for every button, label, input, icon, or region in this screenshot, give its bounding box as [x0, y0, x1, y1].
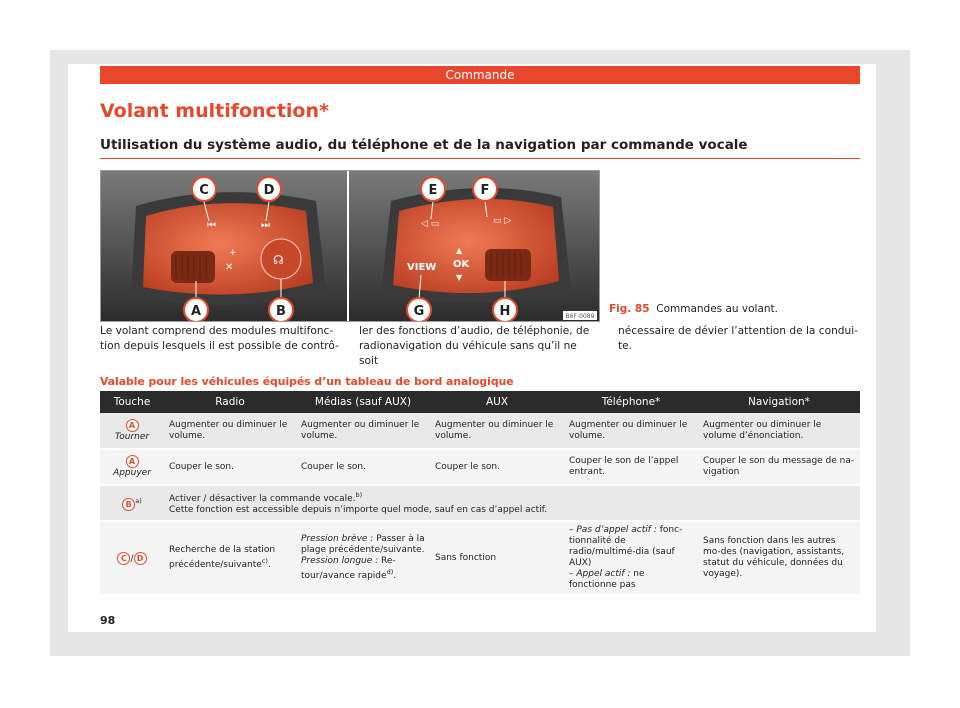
col-header-aux: AUX — [430, 391, 564, 413]
col-header-telephone: Téléphone* — [564, 391, 698, 413]
table-row-a-tourner — [100, 413, 860, 449]
voice-command-line1: Activer / désactiver la commande vocale. — [169, 494, 356, 504]
cell-media: Augmenter ou diminuer le volume. — [296, 413, 430, 449]
key-badge-d: D — [134, 552, 147, 565]
view-button-label: VIEW — [407, 262, 437, 273]
phone-no-call-label: Pas d’appel actif : — [576, 525, 657, 535]
cell-nav: Couper le son du message de na-vigation — [698, 449, 860, 485]
figure-caption-label: Fig. 85 — [609, 303, 650, 315]
cell-radio: Couper le son. — [164, 449, 296, 485]
cell-aux: Sans fonction — [430, 521, 564, 595]
ok-button-label: OK — [453, 259, 470, 270]
section-subtitle: Utilisation du système audio, du téléphone et de la navigation par commande vocale — [100, 137, 748, 153]
phone-no-call-text: fonc-tionnalité de radio/multimé-dia (sauf AUX) — [569, 525, 683, 568]
steering-controls-illustration — [101, 171, 599, 321]
cell-phone: Augmenter ou diminuer le volume. — [564, 413, 698, 449]
next-track-icon: ⏭ — [261, 220, 270, 231]
voice-command-icon: ☊ — [273, 253, 284, 267]
menu-wheel — [485, 249, 531, 281]
voice-command-line2: Cette fonction est accessible depuis n’importe quel mode, sauf en cas d’appel actif. — [169, 505, 548, 515]
callout-f: F — [480, 183, 490, 198]
media-long-label: Pression longue : — [301, 556, 379, 566]
media-long-end: . — [393, 571, 397, 581]
cell-radio — [164, 521, 296, 595]
intro-col-1: Le volant comprend des modules multifonc-tion depuis lesquels il est possible de contrô- — [100, 325, 339, 352]
page-number: 98 — [100, 614, 116, 627]
up-arrow-icon: ▲ — [456, 246, 463, 255]
cell-nav: Sans fonction dans les autres mo-des (navigation, assistants, statut du véhicule, données du voyage). — [698, 521, 860, 595]
prev-page-icon: ◁ ▭ — [421, 219, 440, 229]
table-header-row — [100, 391, 860, 413]
figure-caption-text: Commandes au volant. — [656, 303, 778, 315]
intro-col-3: nécessaire de dévier l’attention de la condui-te. — [618, 325, 858, 352]
cell-aux: Augmenter ou diminuer le volume. — [430, 413, 564, 449]
down-arrow-icon: ▼ — [456, 273, 463, 282]
image-code: B6F-0089 — [565, 313, 595, 320]
col-header-medias: Médias (sauf AUX) — [296, 391, 430, 413]
figure-caption — [609, 303, 778, 315]
key-badge-a: A — [126, 419, 139, 432]
figure-steering-controls — [100, 170, 600, 322]
volume-wheel — [171, 251, 215, 283]
col-header-navigation: Navigation* — [698, 391, 860, 413]
volume-plus-icon: + — [229, 248, 237, 258]
key-badge-b: B — [122, 498, 135, 511]
media-short-label: Pression brève : — [301, 534, 374, 544]
cell-voice-command — [164, 485, 860, 521]
phone-active-call-label: Appel actif : — [576, 569, 631, 579]
key-cell — [100, 521, 164, 595]
phone-dash-1: – — [569, 525, 577, 535]
right-control-pad — [393, 199, 559, 293]
footnote-a: a) — [135, 496, 142, 505]
table-row-a-appuyer — [100, 449, 860, 485]
next-page-icon: ▭ ▷ — [493, 216, 512, 226]
media-long-text: Re-tour/avance rapide — [301, 556, 396, 581]
cell-phone: Couper le son de l’appel entrant. — [564, 449, 698, 485]
mute-icon: ✕ — [225, 262, 234, 273]
key-action: Appuyer — [113, 468, 151, 478]
subtitle-rule — [100, 158, 860, 159]
footnote-d: d) — [386, 568, 394, 576]
table-row-b — [100, 485, 860, 521]
callout-c: C — [199, 183, 209, 198]
key-badge-c: C — [117, 552, 130, 565]
controls-table — [100, 391, 860, 596]
phone-active-call-text: ne fonctionne pas — [569, 569, 645, 590]
callout-b: B — [276, 304, 286, 319]
callout-g: G — [413, 304, 425, 319]
page-title: Volant multifonction* — [100, 100, 329, 122]
intro-col-2: ler des fonctions d’audio, de téléphonie, de radionavigation du véhicule sans qu’il ne soit — [359, 325, 590, 367]
cell-nav: Augmenter ou diminuer le volume d’énonciation. — [698, 413, 860, 449]
key-badge-a: A — [126, 455, 139, 468]
radio-text: Recherche de la station précédente/suivante — [169, 545, 276, 570]
table-row-c-d — [100, 521, 860, 595]
radio-end: . — [267, 560, 271, 570]
callout-h: H — [499, 304, 511, 319]
callout-a: A — [190, 304, 202, 319]
key-cell — [100, 413, 164, 449]
section-header: Commande — [100, 66, 860, 84]
phone-dash-2: – — [569, 569, 577, 579]
footnote-c: c) — [261, 557, 268, 565]
key-cell — [100, 485, 164, 521]
cell-radio: Augmenter ou diminuer le volume. — [164, 413, 296, 449]
key-cell — [100, 449, 164, 485]
cell-phone — [564, 521, 698, 595]
col-header-touche: Touche — [100, 391, 164, 413]
callout-e: E — [428, 183, 438, 198]
col-header-radio: Radio — [164, 391, 296, 413]
cell-media — [296, 521, 430, 595]
cell-media: Couper le son. — [296, 449, 430, 485]
prev-track-icon: ⏮ — [207, 220, 216, 231]
table-title: Valable pour les véhicules équipés d’un tableau de bord analogique — [100, 375, 514, 388]
callout-d: D — [263, 183, 275, 198]
footnote-b: b) — [355, 491, 363, 499]
media-short-text: Passer à la plage précédente/suivante. — [301, 534, 425, 555]
key-separator: / — [130, 553, 134, 564]
key-action: Tourner — [114, 431, 150, 442]
cell-aux: Couper le son. — [430, 449, 564, 485]
